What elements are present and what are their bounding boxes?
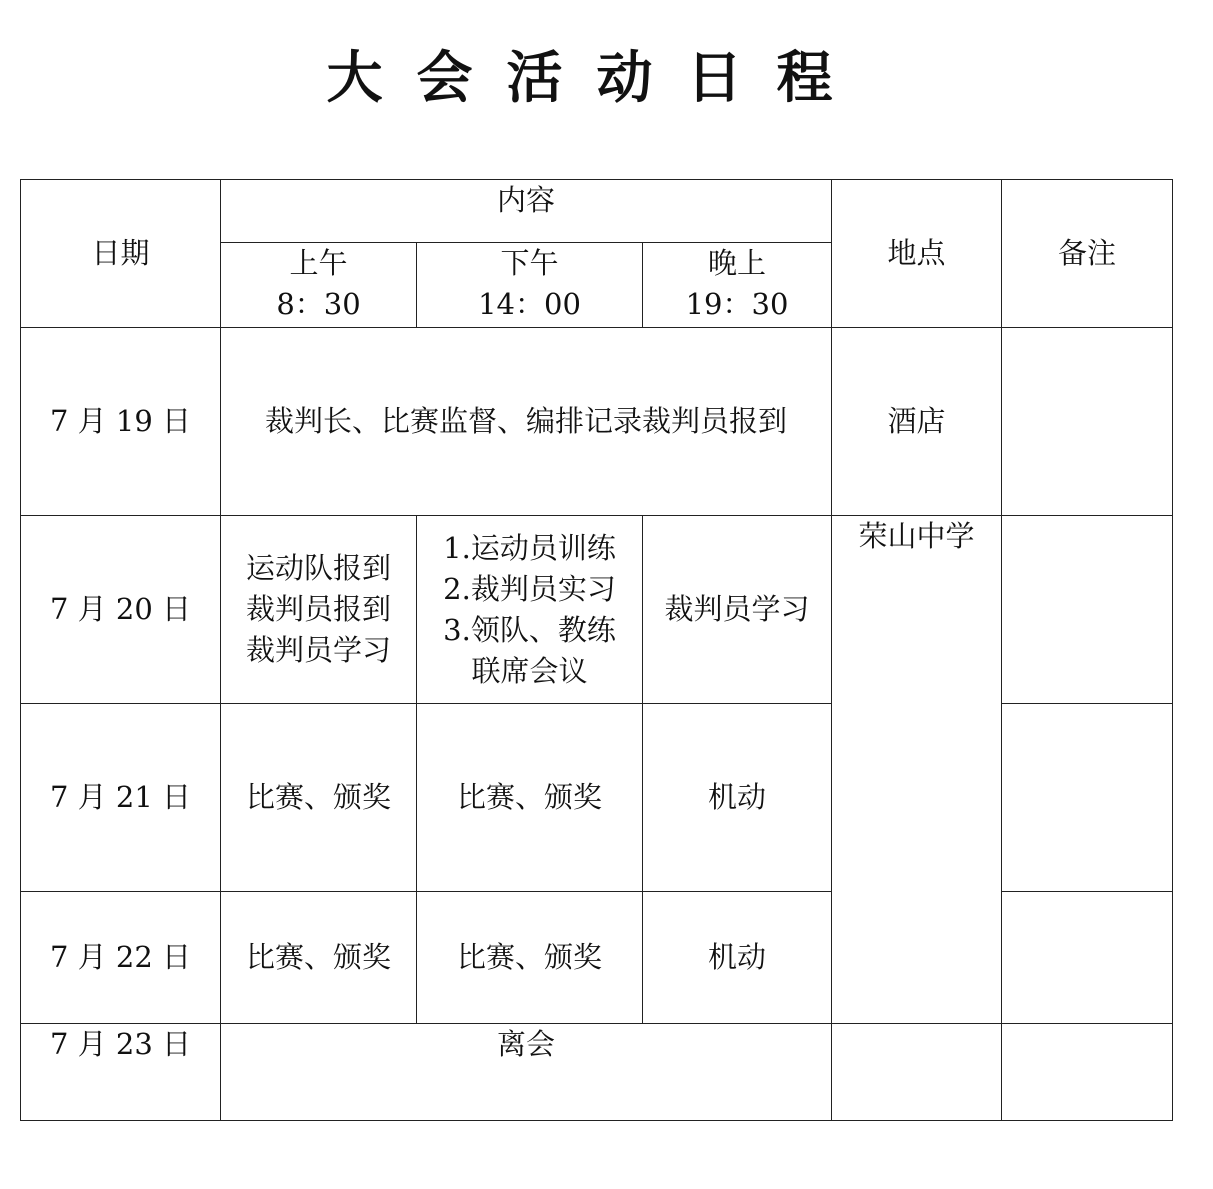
row-date: 7 月 19 日 (21, 328, 221, 516)
row-evening: 裁判员学习 (643, 516, 832, 704)
header-evening (643, 243, 832, 328)
row-afternoon-line: 3.领队、教练 (443, 612, 616, 647)
header-evening-time: 19：30 (685, 287, 789, 321)
header-morning-label: 上午 (289, 246, 348, 280)
page-title: 大会活动日程 (326, 45, 867, 111)
row-date: 7 月 21 日 (21, 704, 221, 892)
row-location: 酒店 (832, 328, 1002, 516)
header-remarks: 备注 (1002, 180, 1173, 328)
table-header-row (21, 180, 1173, 243)
row-content: 裁判长、比赛监督、编排记录裁判员报到 (221, 328, 832, 516)
row-remarks (1002, 328, 1173, 516)
header-morning-time: 8：30 (276, 287, 361, 321)
row-morning-line: 裁判员学习 (245, 633, 391, 667)
row-morning-line: 运动队报到 (245, 551, 391, 585)
row-date: 7 月 20 日 (21, 516, 221, 704)
row-date: 7 月 23 日 (21, 1024, 221, 1121)
header-morning (221, 243, 417, 328)
row-afternoon: 比赛、颁奖 (417, 704, 643, 892)
header-content: 内容 (221, 180, 832, 243)
header-afternoon-label: 下午 (500, 246, 559, 280)
row-morning: 比赛、颁奖 (221, 704, 417, 892)
row-remarks (1002, 892, 1173, 1024)
row-evening: 机动 (643, 892, 832, 1024)
row-location-shared: 荣山中学 (832, 516, 1002, 1024)
row-remarks (1002, 704, 1173, 892)
table-row (21, 1024, 1173, 1121)
row-morning (221, 516, 417, 704)
row-afternoon (417, 516, 643, 704)
row-morning-line: 裁判员报到 (245, 592, 391, 626)
row-location (832, 1024, 1002, 1121)
row-remarks (1002, 1024, 1173, 1121)
schedule-table (20, 179, 1173, 1121)
row-evening: 机动 (643, 704, 832, 892)
row-date: 7 月 22 日 (21, 892, 221, 1024)
header-afternoon (417, 243, 643, 328)
row-afternoon: 比赛、颁奖 (417, 892, 643, 1024)
row-remarks (1002, 516, 1173, 704)
header-location: 地点 (832, 180, 1002, 328)
header-afternoon-time: 14：00 (478, 287, 581, 321)
header-date: 日期 (21, 180, 221, 328)
header-evening-label: 晚上 (707, 246, 766, 280)
row-morning: 比赛、颁奖 (221, 892, 417, 1024)
table-row (21, 516, 1173, 704)
row-content: 离会 (221, 1024, 832, 1121)
table-row (21, 328, 1173, 516)
row-afternoon-line: 联席会议 (471, 653, 588, 688)
row-afternoon-line: 2.裁判员实习 (443, 571, 616, 606)
row-afternoon-line: 1.运动员训练 (443, 530, 616, 565)
